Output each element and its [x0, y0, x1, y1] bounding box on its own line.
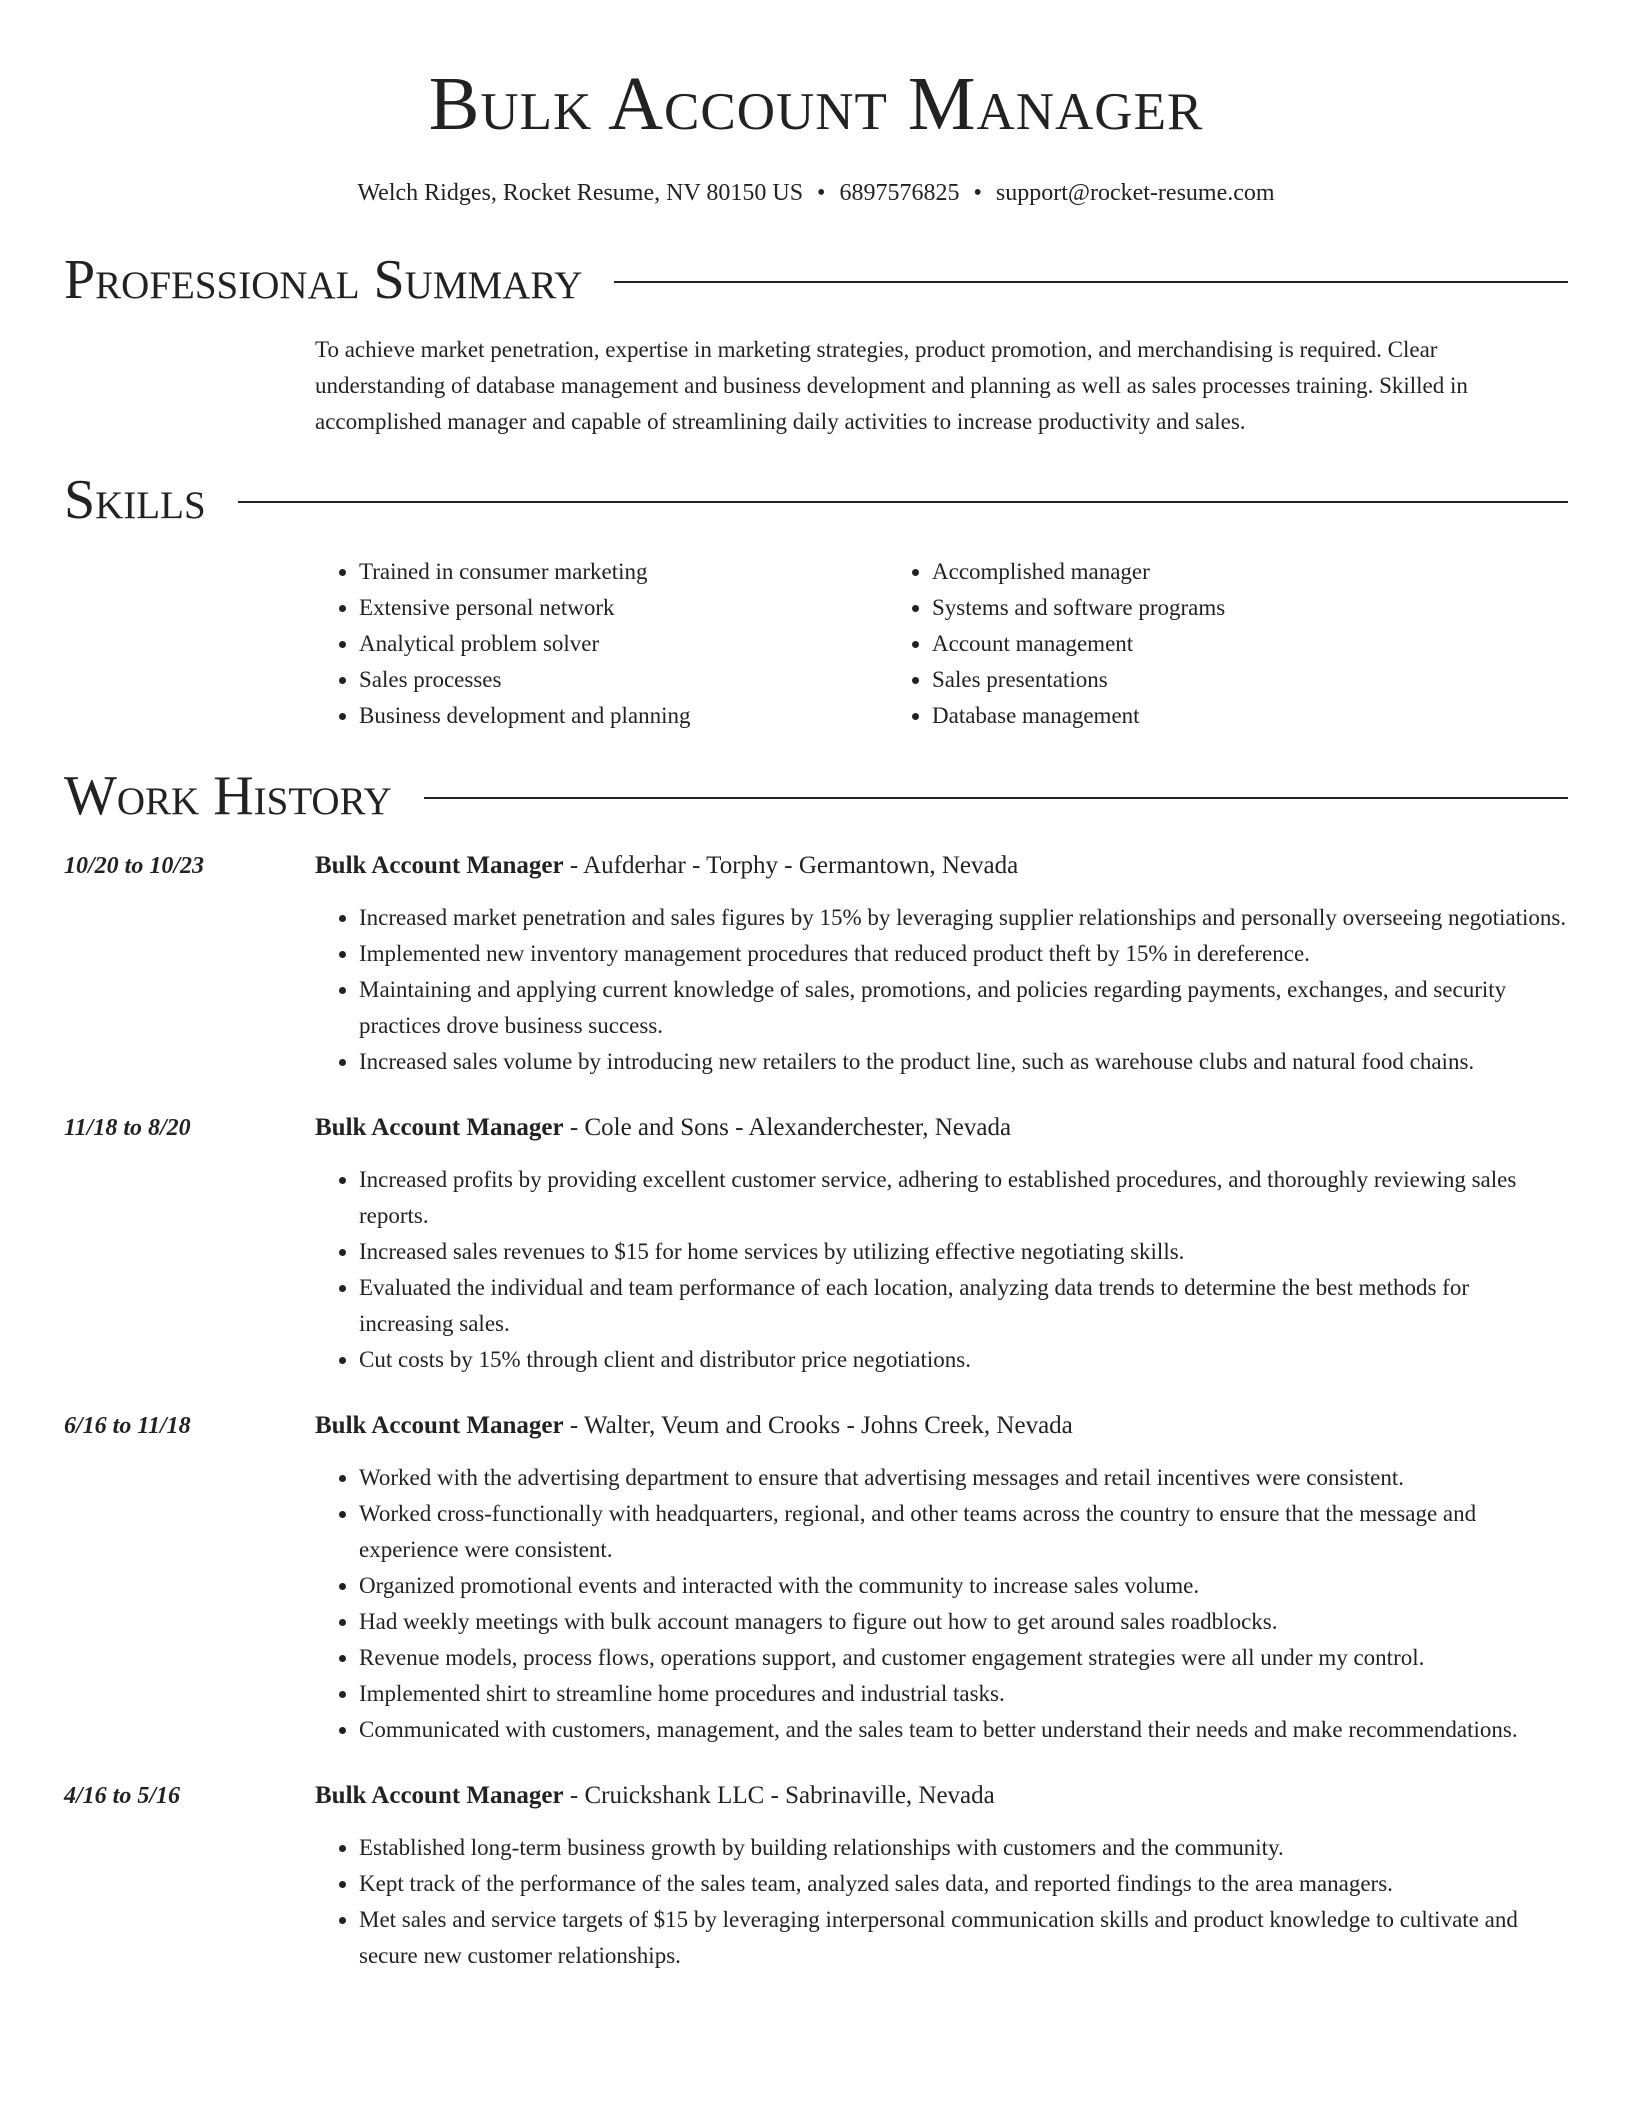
skill-item: • Systems and software programs — [932, 590, 1225, 626]
job-bullet: • Met sales and service targets of $15 by leveraging interpersonal communication skills and product knowledge to cultivate and secure new customer relationships. — [359, 1902, 1568, 1974]
job-bullet: • Revenue models, process flows, operations support, and customer engagement strategies were all under my control. — [359, 1640, 1568, 1676]
job-bullets — [315, 900, 1568, 1080]
job-bullet: • Increased profits by providing excellent customer service, adhering to established procedures, and thoroughly reviewing sales reports. — [359, 1162, 1568, 1234]
work-heading: Work History — [64, 765, 392, 827]
job-role: Bulk Account Manager — [315, 1782, 564, 1809]
skills-list — [315, 554, 1568, 734]
contact-address: Welch Ridges, Rocket Resume, NV 80150 US — [357, 180, 804, 206]
job-employer: - Cole and Sons - Alexanderchester, Nevada — [563, 1114, 1012, 1141]
contact-separator: • — [973, 180, 982, 206]
job-bullet: • Had weekly meetings with bulk account managers to figure out how to get around sales roadblocks. — [359, 1604, 1568, 1640]
skills-column-right — [888, 554, 1225, 734]
job-dates: 4/16 to 5/16 — [64, 1783, 181, 1809]
contact-separator: • — [817, 180, 826, 206]
section-divider — [238, 501, 1568, 503]
job-dates: 11/18 to 8/20 — [64, 1115, 191, 1141]
job-title-line — [315, 1408, 1568, 1444]
job-bullet: • Evaluated the individual and team performance of each location, analyzing data trends to determine the best methods for increasing sales. — [359, 1270, 1568, 1342]
skills-column-left — [315, 554, 888, 734]
job-employer: - Aufderhar - Torphy - Germantown, Nevada — [563, 852, 1019, 879]
section-divider — [614, 281, 1568, 283]
job-content — [315, 848, 1568, 1080]
job-bullet: • Increased market penetration and sales figures by 15% by leveraging supplier relationships and personally overseeing negotiations. — [359, 900, 1568, 936]
job-entry — [64, 1778, 1568, 1974]
job-bullet: • Implemented new inventory management procedures that reduced product theft by 15% in dereference. — [359, 936, 1568, 972]
job-bullets — [315, 1460, 1568, 1748]
skill-item: • Accomplished manager — [932, 554, 1225, 590]
contact-line — [64, 178, 1568, 208]
job-bullet: • Worked cross-functionally with headquarters, regional, and other teams across the country to ensure that the message and experience were consistent. — [359, 1496, 1568, 1568]
skill-item: • Account management — [932, 626, 1225, 662]
job-bullet: • Increased sales revenues to $15 for home services by utilizing effective negotiating skills. — [359, 1234, 1568, 1270]
job-bullet: • Communicated with customers, management, and the sales team to better understand their needs and make recommendations. — [359, 1712, 1568, 1748]
contact-email: support@rocket-resume.com — [995, 180, 1275, 206]
job-title-line — [315, 1778, 1568, 1814]
job-content — [315, 1408, 1568, 1748]
skills-section-header — [64, 468, 1568, 532]
job-content — [315, 1110, 1568, 1378]
job-entry — [64, 848, 1568, 1080]
job-bullets — [315, 1830, 1568, 1974]
job-bullet: • Worked with the advertising department to ensure that advertising messages and retail incentives were consistent. — [359, 1460, 1568, 1496]
work-section-header — [64, 764, 1568, 828]
contact-phone: 6897576825 — [839, 180, 960, 206]
job-bullet: • Increased sales volume by introducing new retailers to the product line, such as warehouse clubs and natural food chains. — [359, 1044, 1568, 1080]
skill-item: • Sales presentations — [932, 662, 1225, 698]
job-role: Bulk Account Manager — [315, 1412, 564, 1439]
skill-item: • Database management — [932, 698, 1225, 734]
skill-item: • Sales processes — [359, 662, 888, 698]
job-role: Bulk Account Manager — [315, 1114, 564, 1141]
skill-item: • Extensive personal network — [359, 590, 888, 626]
skills-heading: Skills — [64, 469, 206, 531]
job-bullet: • Organized promotional events and interacted with the community to increase sales volume. — [359, 1568, 1568, 1604]
job-title-line — [315, 848, 1568, 884]
job-title-line — [315, 1110, 1568, 1146]
job-entry — [64, 1408, 1568, 1748]
job-dates: 10/20 to 10/23 — [64, 853, 205, 879]
job-content — [315, 1778, 1568, 1974]
job-bullet: • Maintaining and applying current knowledge of sales, promotions, and policies regarding payments, exchanges, and security practices drove business success. — [359, 972, 1568, 1044]
job-dates: 6/16 to 11/18 — [64, 1413, 191, 1439]
job-entry — [64, 1110, 1568, 1378]
job-employer: - Walter, Veum and Crooks - Johns Creek, Nevada — [563, 1412, 1073, 1439]
section-divider — [424, 797, 1568, 799]
job-bullet: • Kept track of the performance of the sales team, analyzed sales data, and reported findings to the area managers. — [359, 1866, 1568, 1902]
skill-item: • Analytical problem solver — [359, 626, 888, 662]
summary-section-header — [64, 248, 1568, 312]
job-bullet: • Established long-term business growth by building relationships with customers and the community. — [359, 1830, 1568, 1866]
job-bullet: • Cut costs by 15% through client and distributor price negotiations. — [359, 1342, 1568, 1378]
summary-heading: Professional Summary — [64, 249, 583, 311]
job-bullets — [315, 1162, 1568, 1378]
skill-item: • Trained in consumer marketing — [359, 554, 888, 590]
job-role: Bulk Account Manager — [315, 852, 564, 879]
summary-text: To achieve market penetration, expertise in marketing strategies, product promotion, and merchandising is required. Clear understanding of database management and business development and planning as well as sales processes training. Skilled in accomplished manager and capable of streamlining daily activities to increase productivity and sales. — [315, 337, 1468, 434]
skill-item: • Business development and planning — [359, 698, 888, 734]
job-employer: - Cruickshank LLC - Sabrinaville, Nevada — [563, 1782, 995, 1809]
resume-name: Bulk Account Manager — [428, 62, 1204, 146]
job-bullet: • Implemented shirt to streamline home procedures and industrial tasks. — [359, 1676, 1568, 1712]
